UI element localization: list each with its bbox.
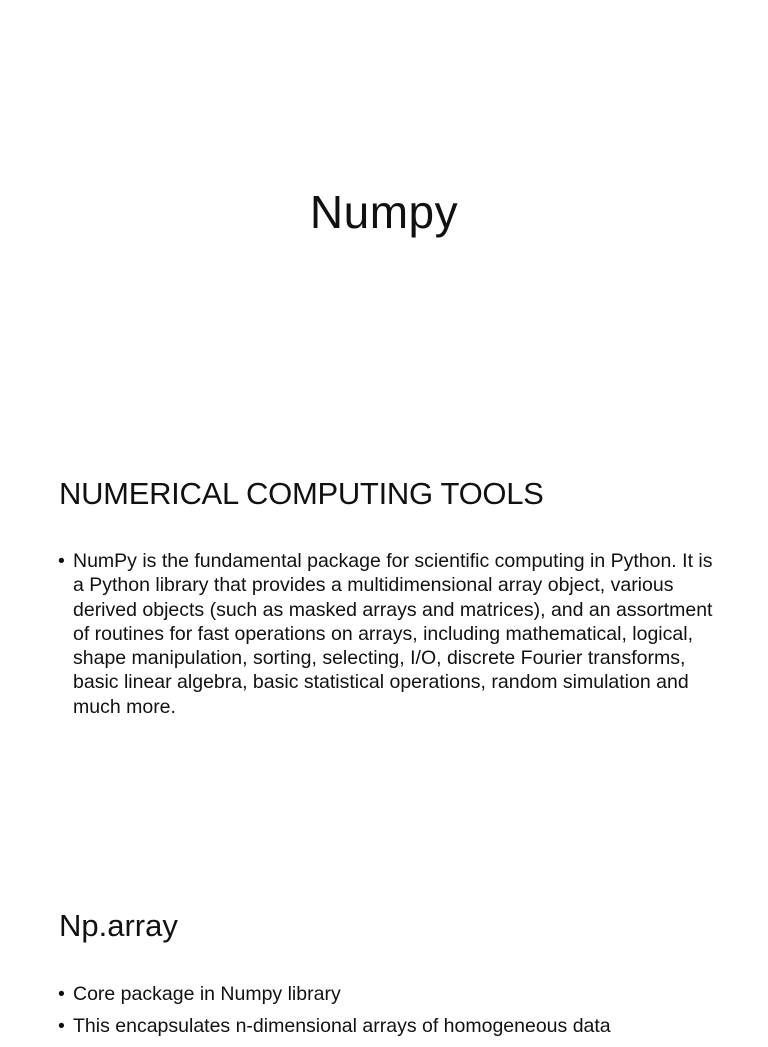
content-slide-np-array bbox=[0, 850, 768, 1038]
bullet-text: NumPy is the fundamental package for scientific computing in Python. It is a Python library that provides a multidimensional array object, various derived objects (such as masked arrays and matrices), and an assortment of routines for fast operations on arrays, including mathematical, logical, shape manipulation, sorting, selecting, I/O, discrete Fourier transforms, basic linear algebra, basic statistical operations, random simulation and much more. bbox=[73, 550, 713, 718]
bullet-icon: • bbox=[58, 1015, 65, 1038]
bullet-list bbox=[58, 982, 718, 1047]
bullet-item bbox=[58, 549, 718, 719]
bullet-icon: • bbox=[58, 983, 65, 1005]
content-slide-numerical-computing bbox=[0, 420, 768, 850]
slide-title: Numpy bbox=[309, 186, 459, 238]
slide-heading: NUMERICAL COMPUTING TOOLS bbox=[59, 476, 544, 511]
bullet-item bbox=[58, 982, 718, 1006]
bullet-item bbox=[58, 1014, 718, 1038]
title-slide bbox=[0, 0, 768, 420]
bullet-text: This encapsulates n-dimensional arrays of homogeneous data bbox=[73, 1015, 611, 1038]
bullet-list bbox=[58, 549, 718, 727]
slide-heading: Np.array bbox=[59, 908, 178, 943]
bullet-icon: • bbox=[58, 550, 65, 572]
bullet-text: Core package in Numpy library bbox=[73, 983, 341, 1005]
